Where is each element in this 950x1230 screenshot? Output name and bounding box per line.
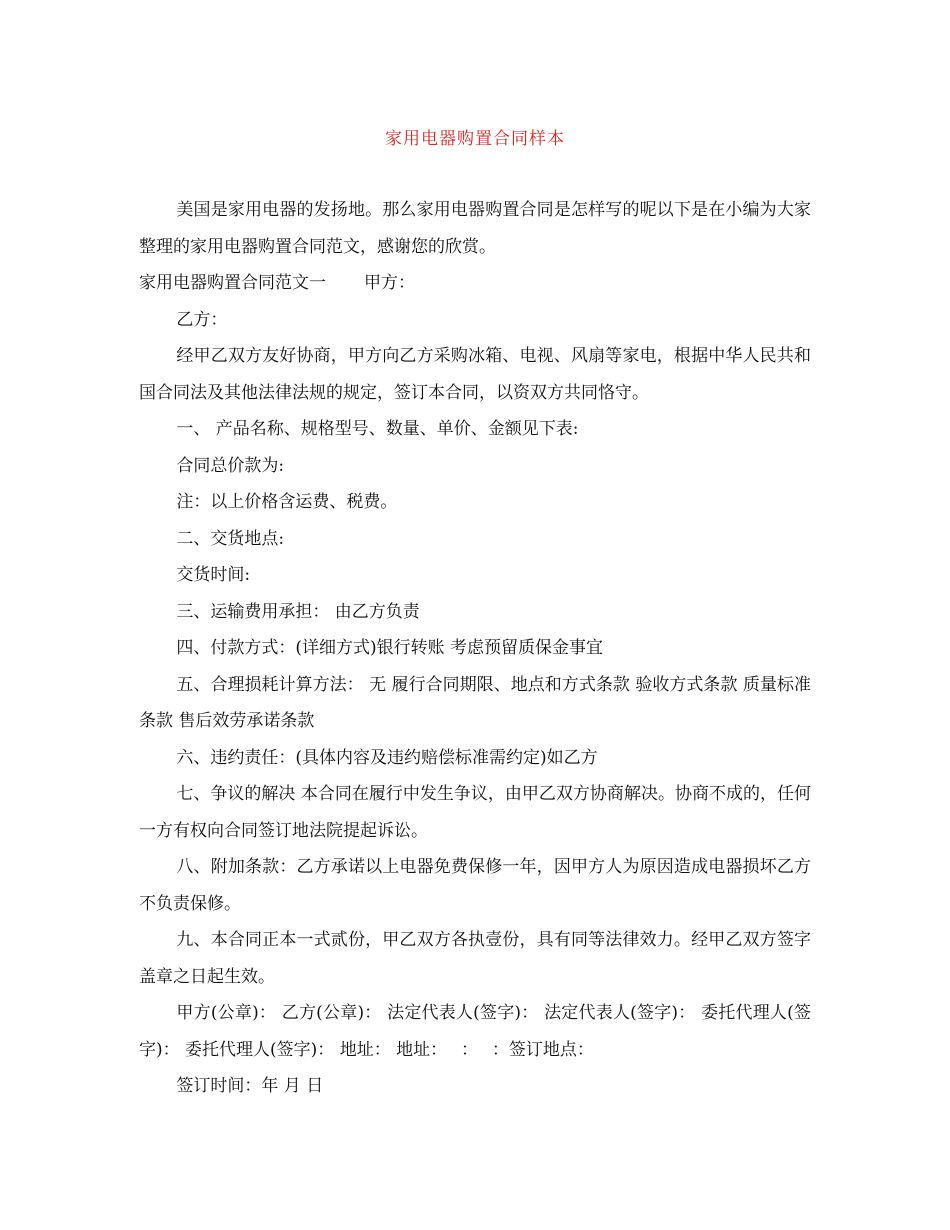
preamble-paragraph: 经甲乙双方友好协商，甲方向乙方采购冰箱、电视、风扇等家电，根据中华人民共和国合同法及其他法律法规的规定，签订本合同，以资双方共同恪守。 [139,346,811,403]
clause-8: 八、附加条款：乙方承诺以上电器免费保修一年，因甲方人为原因造成电器损坏乙方不负责保修。 [139,857,811,914]
document-title: 家用电器购置合同样本 [385,129,565,149]
clause-9: 九、本合同正本一式贰份，甲乙双方各执壹份，具有同等法律效力。经甲乙双方签字盖章之日起生效。 [139,930,811,987]
clause-5: 五、合理损耗计算方法： 无 履行合同期限、地点和方式条款 验收方式条款 质量标准条款 售后效劳承诺条款 [139,674,811,731]
total-price-line: 合同总价款为: [176,455,285,476]
clause-4: 四、付款方式：(详细方式)银行转账 考虑预留质保金事宜 [176,638,604,658]
clause-6: 六、违约责任：(具体内容及违约赔偿标准需约定)如乙方 [176,747,598,768]
document-body [139,192,811,1105]
party-a-label: 甲方： [364,273,415,293]
clause-3: 三、运输费用承担： 由乙方负责 [176,601,420,622]
sign-date-line: 签订时间：年 月 日 [176,1076,324,1096]
signature-block: 甲方(公章)： 乙方(公章)： 法定代表人(签字)： 法定代表人(签字)： 委托代理人(签字)： 委托代理人(签字)： 地址： 地址： ： ：签订地点： [139,1003,811,1060]
clause-7: 七、争议的解决 本合同在履行中发生争议，由甲乙双方协商解决。协商不成的，任何一方有权向合同签订地法院提起诉讼。 [139,784,811,841]
note-line: 注：以上价格含运费、税费。 [176,492,398,512]
party-b-label: 乙方： [176,309,228,330]
clause-1: 一、 产品名称、规格型号、数量、单价、金额见下表: [176,419,579,439]
delivery-time-line: 交货时间: [176,565,251,585]
intro-paragraph: 美国是家用电器的发扬地。那么家用电器购置合同是怎样写的呢以下是在小编为大家整理的家用电器购置合同范文，感谢您的欣赏。 [139,200,811,257]
clause-2: 二、交货地点: [176,528,285,549]
sample-heading: 家用电器购置合同范文一 [139,273,326,293]
sample-heading-line [139,265,811,302]
